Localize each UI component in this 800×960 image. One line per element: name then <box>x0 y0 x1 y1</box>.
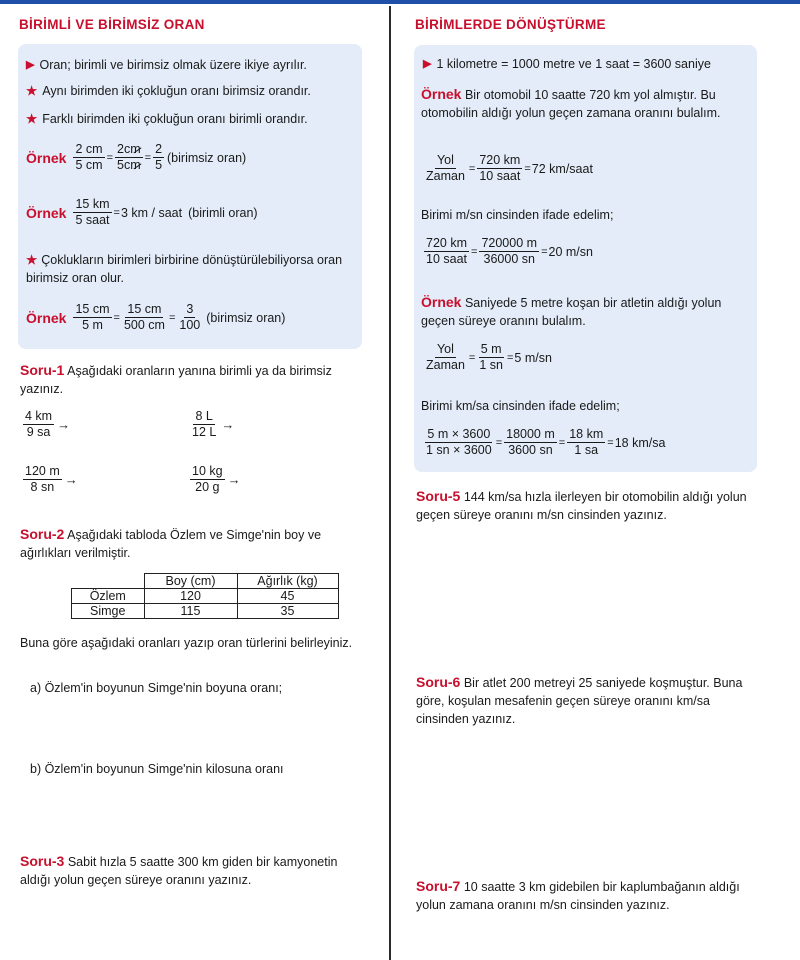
star-bullet-icon: ★ <box>26 253 38 267</box>
star-bullet-icon: ★ <box>26 84 38 98</box>
right-formula-3: $\frac{\text{Yol}}{\text{Zaman}}$ = $\frac{5 m}{1 sn}$ = 5 m/sn <box>426 342 552 372</box>
fraction: $\frac{15 km}{\text{5 saat}}$ <box>75 197 110 227</box>
fraction: $\frac{2}{5}$ <box>155 142 163 172</box>
height-weight-table <box>71 573 339 619</box>
triangle-bullet-icon: ▶ <box>26 59 35 71</box>
star-bullet-icon: ★ <box>26 112 38 126</box>
right-formula-1: $\frac{\text{Yol}}{\text{Zaman}}$ = $\frac{720 km}{\text{10 saat}}$ = 72 km/saat <box>426 153 593 183</box>
fraction: $\frac{15 cm}{5 m}$ <box>75 302 110 332</box>
fraction: $\frac{15 cm}{500 cm}$ <box>123 302 165 332</box>
table-header: Boy (cm) <box>144 574 237 589</box>
cancelled-fraction: $\frac{2cm}{5cm}$ <box>117 142 141 172</box>
soru-7: Soru-7 10 saatte 3 km gidebilen bir kaplumbağanın aldığı yolun zamana oranını m/sn cinsinden yazınız. <box>416 878 740 912</box>
left-bullet-3: ★ Farklı birimden iki çokluğun oranı birimli orandır. <box>26 112 308 126</box>
arrow-right-icon: → <box>221 416 235 432</box>
top-accent-bar <box>0 0 800 4</box>
arrow-right-icon: → <box>57 416 71 432</box>
soru-1-fraction-4: $\frac{10 kg}{20 g}$ → <box>192 464 241 494</box>
right-conversion-1: Birimi m/sn cinsinden ifade edelim; <box>421 208 614 222</box>
soru-2-prompt: Buna göre aşağıdaki oranları yazıp oran türlerini belirleyiniz. <box>20 636 353 650</box>
right-conversion-2: Birimi km/sa cinsinden ifade edelim; <box>421 399 620 413</box>
left-example-1: Örnek $\frac{2 cm}{5 cm}$ = $\frac{2cm}{5cm}$ = $\frac{2}{5}$ (birimsiz oran) <box>26 142 247 172</box>
right-bullet-1: ▶ 1 kilometre = 1000 metre ve 1 saat = 3600 saniye <box>423 57 711 71</box>
left-heading: BİRİMLİ VE BİRİMSİZ ORAN <box>19 17 205 32</box>
left-bullet-4: ★ Çoklukların birimleri birbirine dönüştürülebiliyorsa oran birimsiz oran olur. <box>26 253 343 285</box>
fraction: $\frac{2 cm}{5 cm}$ <box>75 142 103 172</box>
soru-2-part-a: a) Özlem'in boyunun Simge'nin boyuna oranı; <box>30 681 283 695</box>
soru-1: Soru-1 Aşağıdaki oranların yanına birimli ya da birimsiz yazınız. <box>20 362 332 396</box>
triangle-bullet-icon: ▶ <box>423 58 432 70</box>
left-bullet-2: ★ Aynı birimden iki çokluğun oranı birimsiz orandır. <box>26 84 311 98</box>
soru-3: Soru-3 Sabit hızla 5 saatte 300 km giden bir kamyonetin aldığı yolun geçen süreye oranını yazınız. <box>20 853 338 887</box>
soru-1-fraction-1: $\frac{4 km}{9 sa}$ → <box>25 409 71 439</box>
right-example-1: Örnek Bir otomobil 10 saatte 720 km yol almıştır. Bu otomobilin aldığı yolun geçen zamana oranını bulalım. <box>421 86 721 120</box>
right-example-2: Örnek Saniyede 5 metre koşan bir atletin aldığı yolun geçen süreye oranını bulalım. <box>421 294 722 328</box>
right-heading: BİRİMLERDE DÖNÜŞTÜRME <box>415 17 606 32</box>
soru-5: Soru-5 144 km/sa hızla ilerleyen bir otomobilin aldığı yolun geçen süreye oranını m/sn cinsinden yazınız. <box>416 488 747 522</box>
right-formula-2: $\frac{720 km}{\text{10 saat}}$ = $\frac{720000 m}{36000 sn}$ = 20 m/sn <box>426 236 593 266</box>
fraction: $\frac{3}{100}$ <box>179 302 201 332</box>
left-example-3: Örnek $\frac{15 cm}{5 m}$ = $\frac{15 cm}{500 cm}$ = $\frac{3}{100}$ (birimsiz oran) <box>26 302 286 332</box>
soru-1-fraction-2: $\frac{8 L}{12 L}$ → <box>192 409 235 439</box>
arrow-right-icon: → <box>64 471 78 487</box>
right-formula-4: $\frac{5 m \times 3600}{1 sn \times 3600}$ = $\frac{18000 m}{3600 sn}$ = $\frac{18 km}{1 sa}$ = 18 km/sa <box>426 427 666 457</box>
column-divider <box>389 6 391 960</box>
soru-2-part-b: b) Özlem'in boyunun Simge'nin kilosuna oranı <box>30 762 284 776</box>
left-bullet-1: ▶ Oran; birimli ve birimsiz olmak üzere ikiye ayrılır. <box>26 58 307 72</box>
soru-2: Soru-2 Aşağıdaki tabloda Özlem ve Simge'nin boy ve ağırlıkları verilmiştir. <box>20 526 322 560</box>
left-example-2: Örnek $\frac{15 km}{\text{5 saat}}$ = 3 km / saat (birimli oran) <box>26 197 258 227</box>
soru-1-fraction-3: $\frac{120 m}{8 sn}$ → <box>25 464 78 494</box>
table-header: Ağırlık (kg) <box>237 574 338 589</box>
table-row: Simge 115 35 <box>72 604 339 619</box>
table-row: Özlem 120 45 <box>72 589 339 604</box>
arrow-right-icon: → <box>227 471 241 487</box>
soru-6: Soru-6 Bir atlet 200 metreyi 25 saniyede koşmuştur. Buna göre, koşulan mesafenin geçen süreye oranını km/sa cinsinden yazınız. <box>416 674 743 726</box>
